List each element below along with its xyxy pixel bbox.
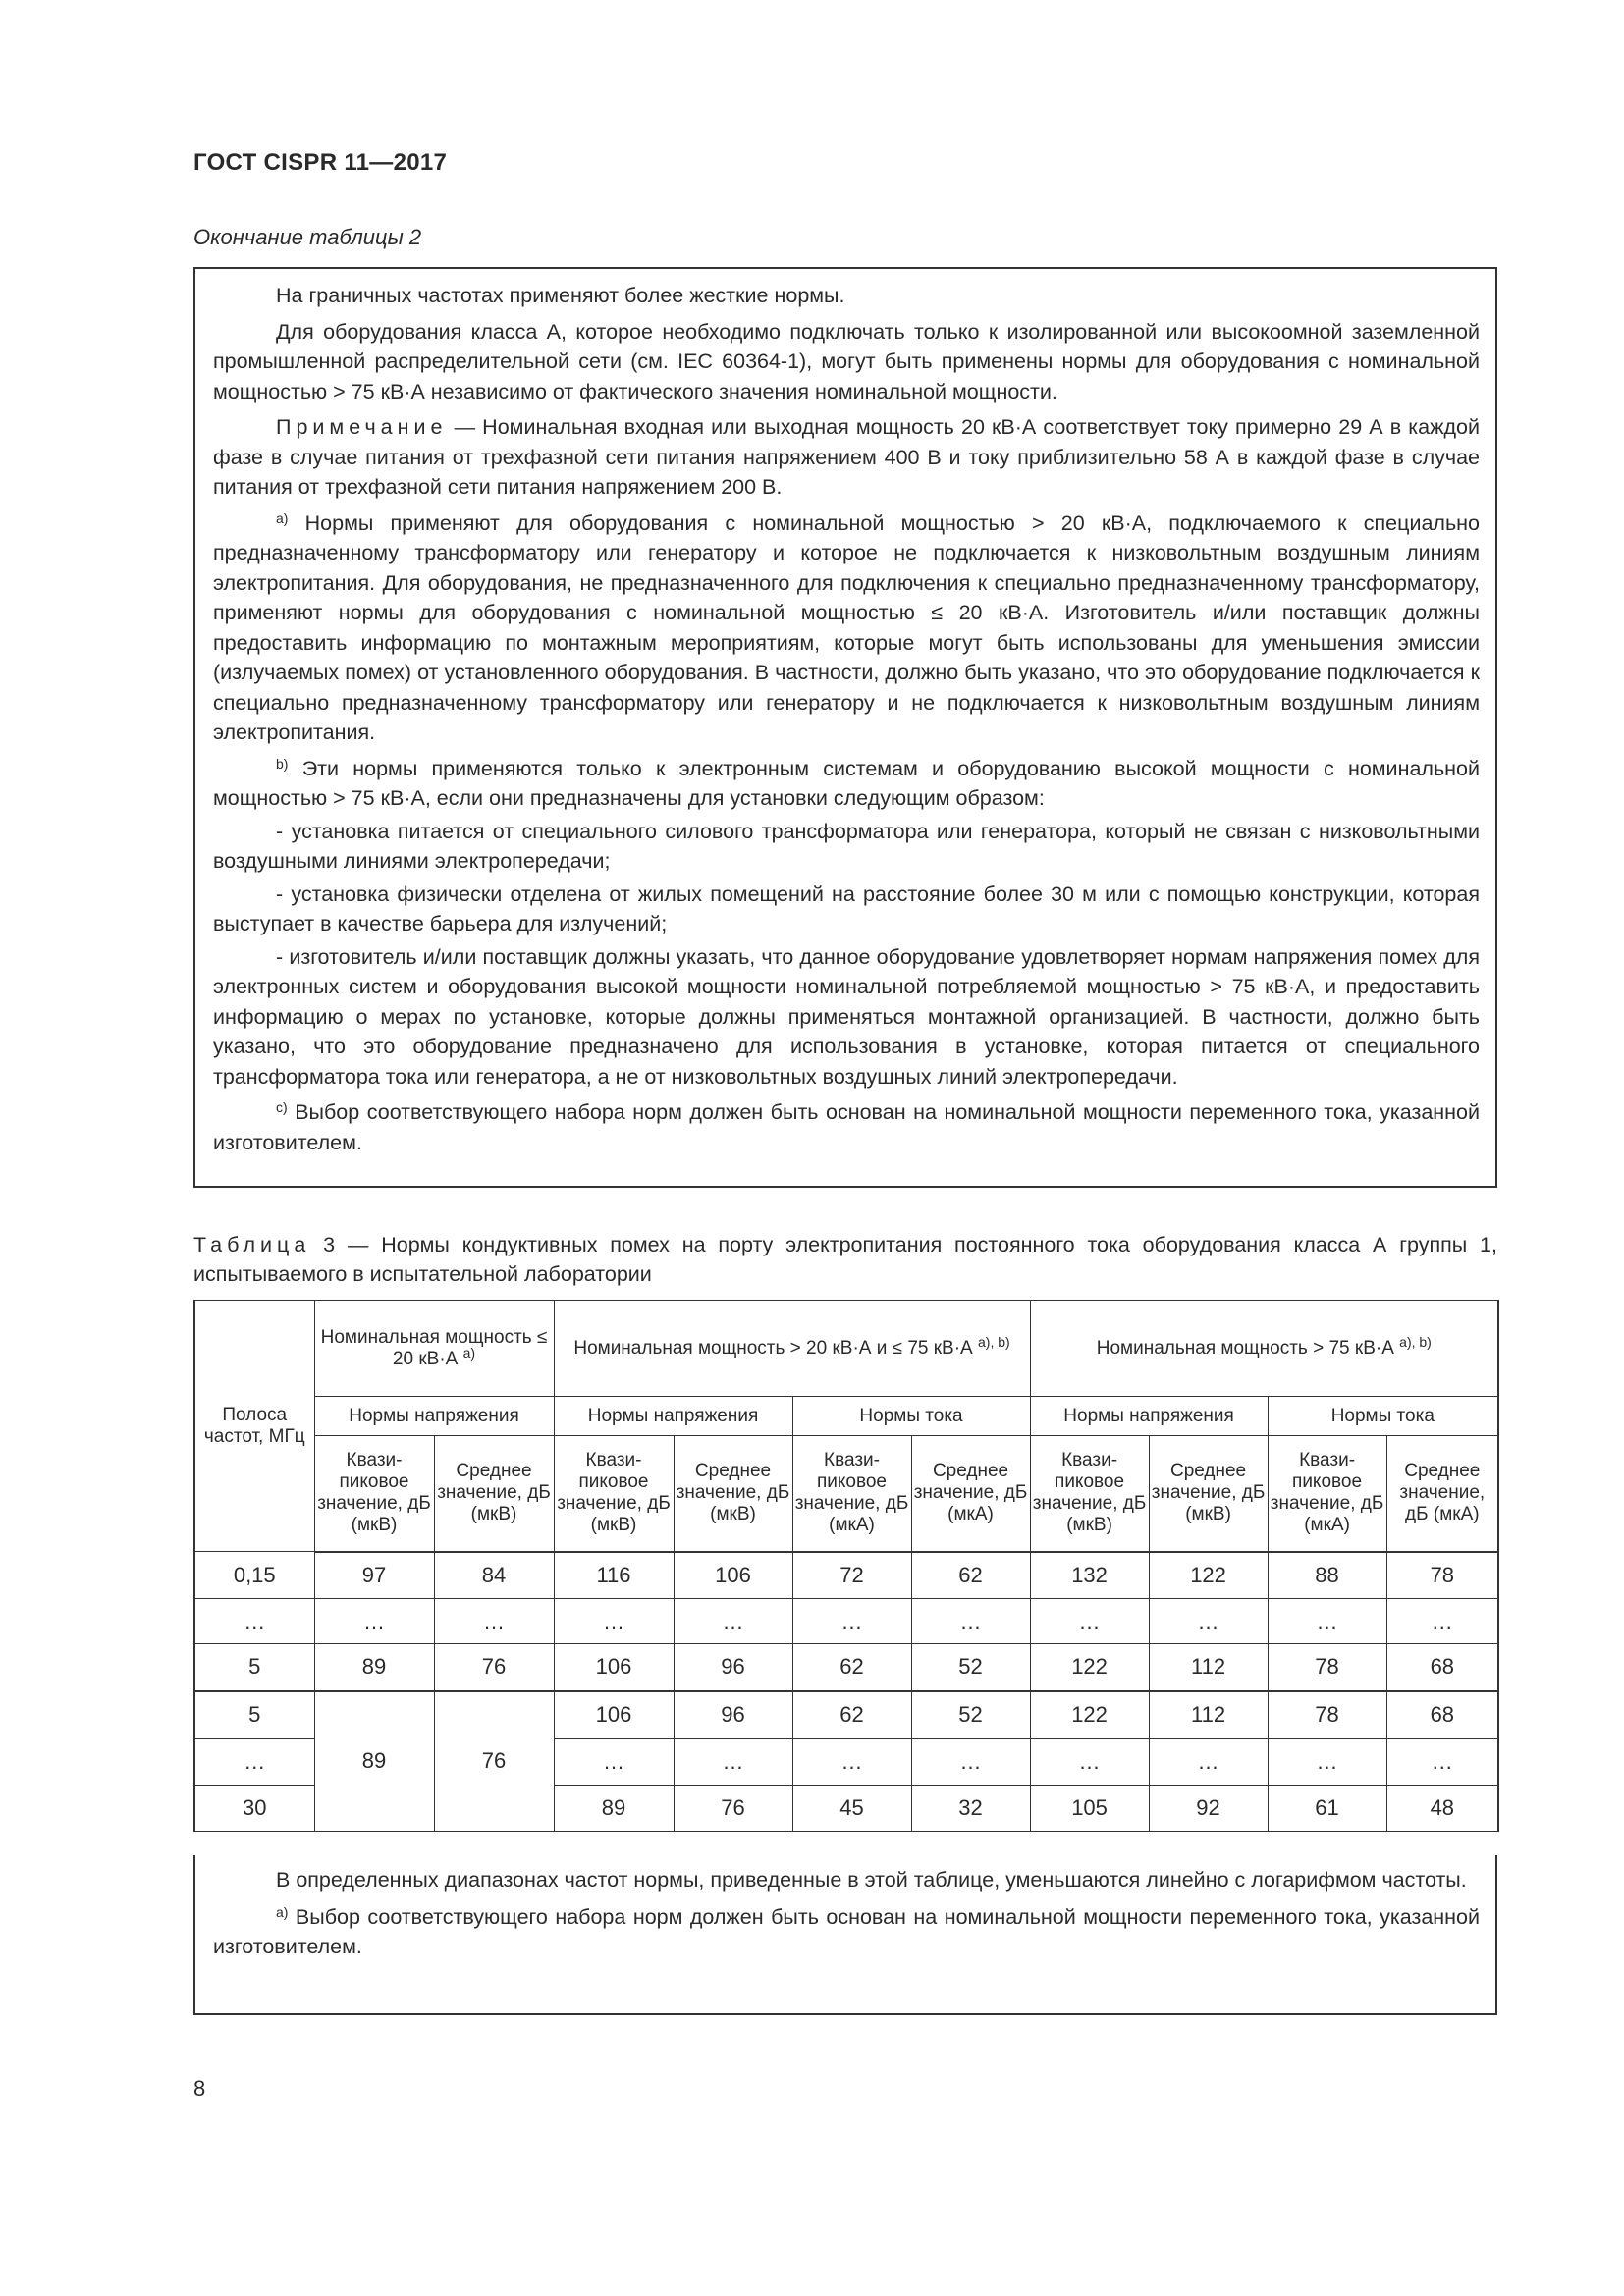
footnote-mark: a) [276,1903,289,1920]
paragraph: На граничных частотах применяют более жесткие нормы. [276,284,845,307]
column-group-header [554,1301,1030,1397]
table-continuation-label: Окончание таблицы 2 [193,225,422,249]
table-cell: 76 [674,1786,792,1832]
subheader-voltage: Нормы напряжения [554,1397,792,1436]
table-cell: 48 [1386,1786,1498,1832]
footnote-text: Эти нормы применяются только к электронным системам и оборудованию высокой мощности с номинальной мощностью > 75 кВ·А, если они предназначены для установки следующим образом: [213,756,1480,810]
footnote-b [213,754,1480,814]
table-cell: 132 [1030,1552,1149,1599]
footnote-mark: a) [276,509,289,526]
table-cell: … [911,1599,1030,1644]
table-cell: 106 [554,1691,674,1739]
table-row [194,1599,1498,1644]
header-row [194,1436,1498,1552]
table-row [194,1691,1498,1739]
merged-cell-quasipeak: 89 [314,1691,434,1832]
table3-footnotes-box [193,1855,1497,2015]
table-cell: 116 [554,1552,674,1599]
table-row [194,1552,1498,1599]
table-cell: 32 [911,1786,1030,1832]
table-cell: 0,15 [194,1552,314,1599]
table-cell: … [554,1599,674,1644]
footnote-text: Выбор соответствующего набора норм должен быть основан на номинальной мощности переменного тока, указанной изготовителем. [213,1904,1480,1958]
table-cell: 92 [1149,1786,1268,1832]
table-cell: 62 [911,1552,1030,1599]
table-cell: 122 [1030,1644,1149,1691]
footnote-a [213,1902,1480,1962]
header-row [194,1397,1498,1436]
table-cell: … [314,1599,434,1644]
table-cell: 84 [434,1552,554,1599]
column-group-header [1030,1301,1498,1397]
table3-caption [193,1230,1497,1289]
table-cell: 105 [1030,1786,1149,1832]
table-cell: … [792,1739,911,1786]
subheader-voltage: Нормы напряжения [314,1397,554,1436]
table-cell: 52 [911,1691,1030,1739]
table-cell: 112 [1149,1691,1268,1739]
table-cell: … [194,1599,314,1644]
page-number: 8 [193,2076,206,2101]
table3 [193,1300,1499,1832]
table-cell: 62 [792,1691,911,1739]
table-cell: … [1149,1739,1268,1786]
subheader-quasipeak: Квази-пиковое значение, дБ (мкВ) [554,1436,674,1552]
table-cell: 122 [1030,1691,1149,1739]
table-cell: 78 [1386,1552,1498,1599]
footnote-mark: c) [276,1099,288,1115]
footnote-mark: a), b) [1399,1333,1432,1350]
subheader-average: Среднее значение, дБ (мкВ) [434,1436,554,1552]
group-label: Номинальная мощность > 20 кВ·А и ≤ 75 кВ·А [573,1337,973,1359]
table-cell: 68 [1386,1691,1498,1739]
table-cell: … [1386,1739,1498,1786]
table-cell: … [674,1599,792,1644]
table-cell: … [792,1599,911,1644]
table-cell: 52 [911,1644,1030,1691]
note-label: Примечание [276,415,448,439]
footnote-mark: a), b) [978,1333,1010,1350]
footnote-text: Нормы применяют для оборудования с номинальной мощностью > 20 кВ·А, подключаемого к специально предназначенному трансформатору или генератору и которое не подключается к низковольтным воздушным линиям электропитания. Для оборудования, не предназначенного для подключения к специально предназначенному трансформатору, применяют нормы для оборудования с номинальной мощностью ≤ 20 кВ·А. Изготовитель и/или поставщик должны предоставить информацию по монтажным мероприятиям, которые могут быть использованы для уменьшения эмиссии (излучаемых помех) от установленного оборудования. В частности, должно быть указано, что это оборудование подключается к специально предназначенному трансформатору или генератору и не подключается к низковольтным воздушным линиям электропитания. [213,510,1480,744]
table-row [194,1644,1498,1691]
group-label: Номинальная мощность ≤ 20 кВ·А [320,1326,548,1369]
table2-footnotes-box [193,267,1497,1188]
table-cell: 30 [194,1786,314,1832]
group-label: Номинальная мощность > 75 кВ·А [1096,1337,1394,1359]
table-cell: … [434,1599,554,1644]
list-item: - установка физически отделена от жилых помещений на расстояние более 30 м или с помощью конструкции, которая выступает в качестве барьера для излучений; [213,881,1480,935]
table-cell: … [1268,1599,1386,1644]
column-header-frequency: Полоса частот, МГц [194,1301,314,1552]
subheader-average: Среднее значение, дБ (мкА) [1386,1436,1498,1552]
subheader-quasipeak: Квази-пиковое значение, дБ (мкВ) [314,1436,434,1552]
table-cell: … [1030,1599,1149,1644]
table-cell: 78 [1268,1691,1386,1739]
table-cell: 89 [314,1644,434,1691]
table-cell: 45 [792,1786,911,1832]
table-cell: 89 [554,1786,674,1832]
subheader-voltage: Нормы напряжения [1030,1397,1268,1436]
list-item: - установка питается от специального силового трансформатора или генератора, который не связан с низковольтными воздушными линиями электропередачи; [213,819,1480,873]
note-text: — Номинальная входная или выходная мощность 20 кВ·А соответствует току примерно 29 А в каждой фазе в случае питания от трехфазной сети питания напряжением 400 В и току приблизительно 58 А в каждой фазе в случае питания от трехфазной сети питания напряжением 200 В. [213,415,1480,499]
paragraph: В определенных диапазонах частот нормы, приведенные в этой таблице, уменьшаются линейно с логарифмом частоты. [276,1868,1467,1892]
caption-label: Таблица [193,1233,311,1256]
note-paragraph [213,412,1480,503]
table-cell: 122 [1149,1552,1268,1599]
table-cell: 78 [1268,1644,1386,1691]
table-cell: … [1386,1599,1498,1644]
table-cell: … [1030,1739,1149,1786]
table-cell: … [1268,1739,1386,1786]
table-cell: … [554,1739,674,1786]
table-cell: … [911,1739,1030,1786]
paragraph: Для оборудования класса А, которое необходимо подключать только к изолированной или высокоомной заземленной промышленной распределительной сети (см. IEC 60364-1), могут быть применены нормы для оборудования с номинальной мощностью > 75 кВ·А независимо от фактического значения номинальной мощности. [213,319,1480,403]
table-cell: 96 [674,1644,792,1691]
table-cell: 76 [434,1644,554,1691]
header-row [194,1301,1498,1397]
subheader-quasipeak: Квази-пиковое значение, дБ (мкВ) [1030,1436,1149,1552]
footnote-mark: b) [276,755,289,772]
subheader-quasipeak: Квази-пиковое значение, дБ (мкА) [792,1436,911,1552]
table-cell: 106 [554,1644,674,1691]
footnote-c [213,1097,1480,1157]
subheader-current: Нормы тока [1268,1397,1498,1436]
table-cell: 61 [1268,1786,1386,1832]
table-cell: 68 [1386,1644,1498,1691]
table-cell: 88 [1268,1552,1386,1599]
column-group-header [314,1301,554,1397]
document-header: ГОСТ CISPR 11—2017 [193,149,448,176]
table-cell: 106 [674,1552,792,1599]
table-cell: 72 [792,1552,911,1599]
subheader-current: Нормы тока [792,1397,1030,1436]
table-cell: … [194,1739,314,1786]
subheader-average: Среднее значение, дБ (мкВ) [1149,1436,1268,1552]
table-cell: 112 [1149,1644,1268,1691]
subheader-average: Среднее значение, дБ (мкА) [911,1436,1030,1552]
footnote-mark: a) [462,1344,476,1361]
table-cell: 62 [792,1644,911,1691]
table-cell: … [1149,1599,1268,1644]
table-cell: 5 [194,1691,314,1739]
list-item: - изготовитель и/или поставщик должны указать, что данное оборудование удовлетворяет нормам напряжения помех для электронных систем и оборудования высокой мощности номинальной потребляемой мощностью > 75 кВ·А, и предоставить информацию о мерах по установке, которые должны применяться монтажной организацией. В частности, должно быть указано, что это оборудование предназначено для использования в установке, которая питается от специального трансформатора тока или генератора, а не от низковольтных воздушных линий электропередачи. [213,944,1480,1089]
subheader-average: Среднее значение, дБ (мкВ) [674,1436,792,1552]
footnote-a [213,508,1480,748]
table-cell: 97 [314,1552,434,1599]
table-cell: 96 [674,1691,792,1739]
footnote-text: Выбор соответствующего набора норм должен быть основан на номинальной мощности переменного тока, указанной изготовителем. [213,1100,1480,1154]
subheader-quasipeak: Квази-пиковое значение, дБ (мкА) [1268,1436,1386,1552]
merged-cell-average: 76 [434,1691,554,1832]
table-cell: 5 [194,1644,314,1691]
caption-text: 3 — Нормы кондуктивных помех на порту электропитания постоянного тока оборудования класса А группы 1, испытываемого в испытательной лаборатории [193,1233,1497,1286]
table-cell: … [674,1739,792,1786]
